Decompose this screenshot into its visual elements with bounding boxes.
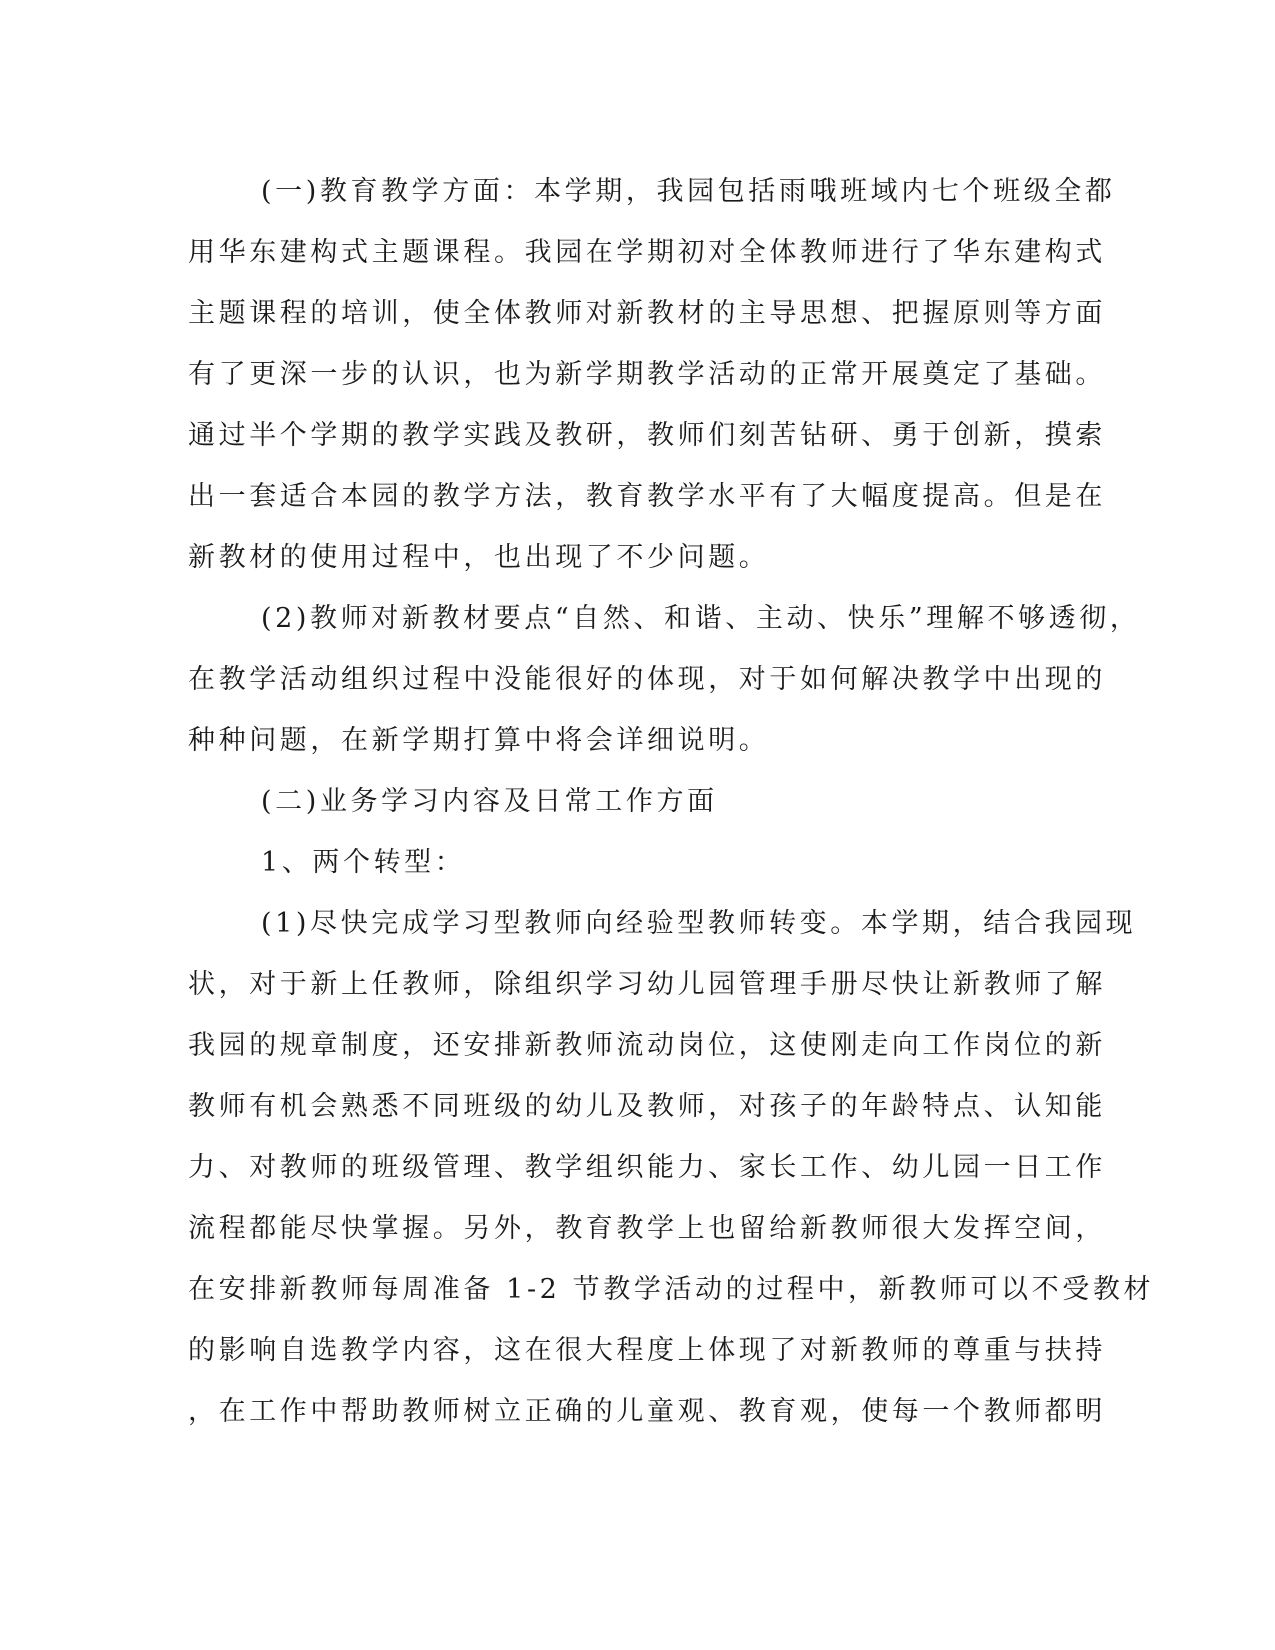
text-line: 在安排新教师每周准备 1-2 节教学活动的过程中，新教师可以不受教材: [188, 1274, 1155, 1305]
text-line: 我园的规章制度，还安排新教师流动岗位，这使刚走向工作岗位的新: [188, 1030, 1106, 1061]
text-line: 有了更深一步的认识，也为新学期教学活动的正常开展奠定了基础。: [188, 359, 1106, 390]
text-line: 教师有机会熟悉不同班级的幼儿及教师，对孩子的年龄特点、认知能: [188, 1091, 1106, 1122]
text-line: 在教学活动组织过程中没能很好的体现，对于如何解决教学中出现的: [188, 664, 1106, 695]
text-line: 新教材的使用过程中，也出现了不少问题。: [188, 542, 770, 573]
text-line: 的影响自选教学内容，这在很大程度上体现了对新教师的尊重与扶持: [188, 1335, 1106, 1366]
text-line: (2)教师对新教材要点“自然、和谐、主动、快乐”理解不够透彻，: [261, 603, 1141, 634]
text-line: (二)业务学习内容及日常工作方面: [261, 786, 718, 817]
text-line: 用华东建构式主题课程。我园在学期初对全体教师进行了华东建构式: [188, 237, 1106, 268]
text-line: 主题课程的培训，使全体教师对新教材的主导思想、把握原则等方面: [188, 298, 1106, 329]
body-text: [188, 161, 1155, 1442]
text-line: ，在工作中帮助教师树立正确的儿童观、教育观，使每一个教师都明: [188, 1396, 1106, 1427]
text-line: (一)教育教学方面：本学期，我园包括雨哦班域内七个班级全都: [261, 176, 1116, 207]
text-line: 流程都能尽快掌握。另外，教育教学上也留给新教师很大发挥空间，: [188, 1213, 1106, 1244]
text-line: 出一套适合本园的教学方法，教育教学水平有了大幅度提高。但是在: [188, 481, 1106, 512]
text-line: 1、两个转型：: [261, 847, 466, 878]
text-line: 状，对于新上任教师，除组织学习幼儿园管理手册尽快让新教师了解: [188, 969, 1106, 1000]
text-line: 种种问题，在新学期打算中将会详细说明。: [188, 725, 770, 756]
text-line: 通过半个学期的教学实践及教研，教师们刻苦钻研、勇于创新，摸索: [188, 420, 1106, 451]
text-line: 力、对教师的班级管理、教学组织能力、家长工作、幼儿园一日工作: [188, 1152, 1106, 1183]
text-line: (1)尽快完成学习型教师向经验型教师转变。本学期，结合我园现: [261, 908, 1137, 939]
